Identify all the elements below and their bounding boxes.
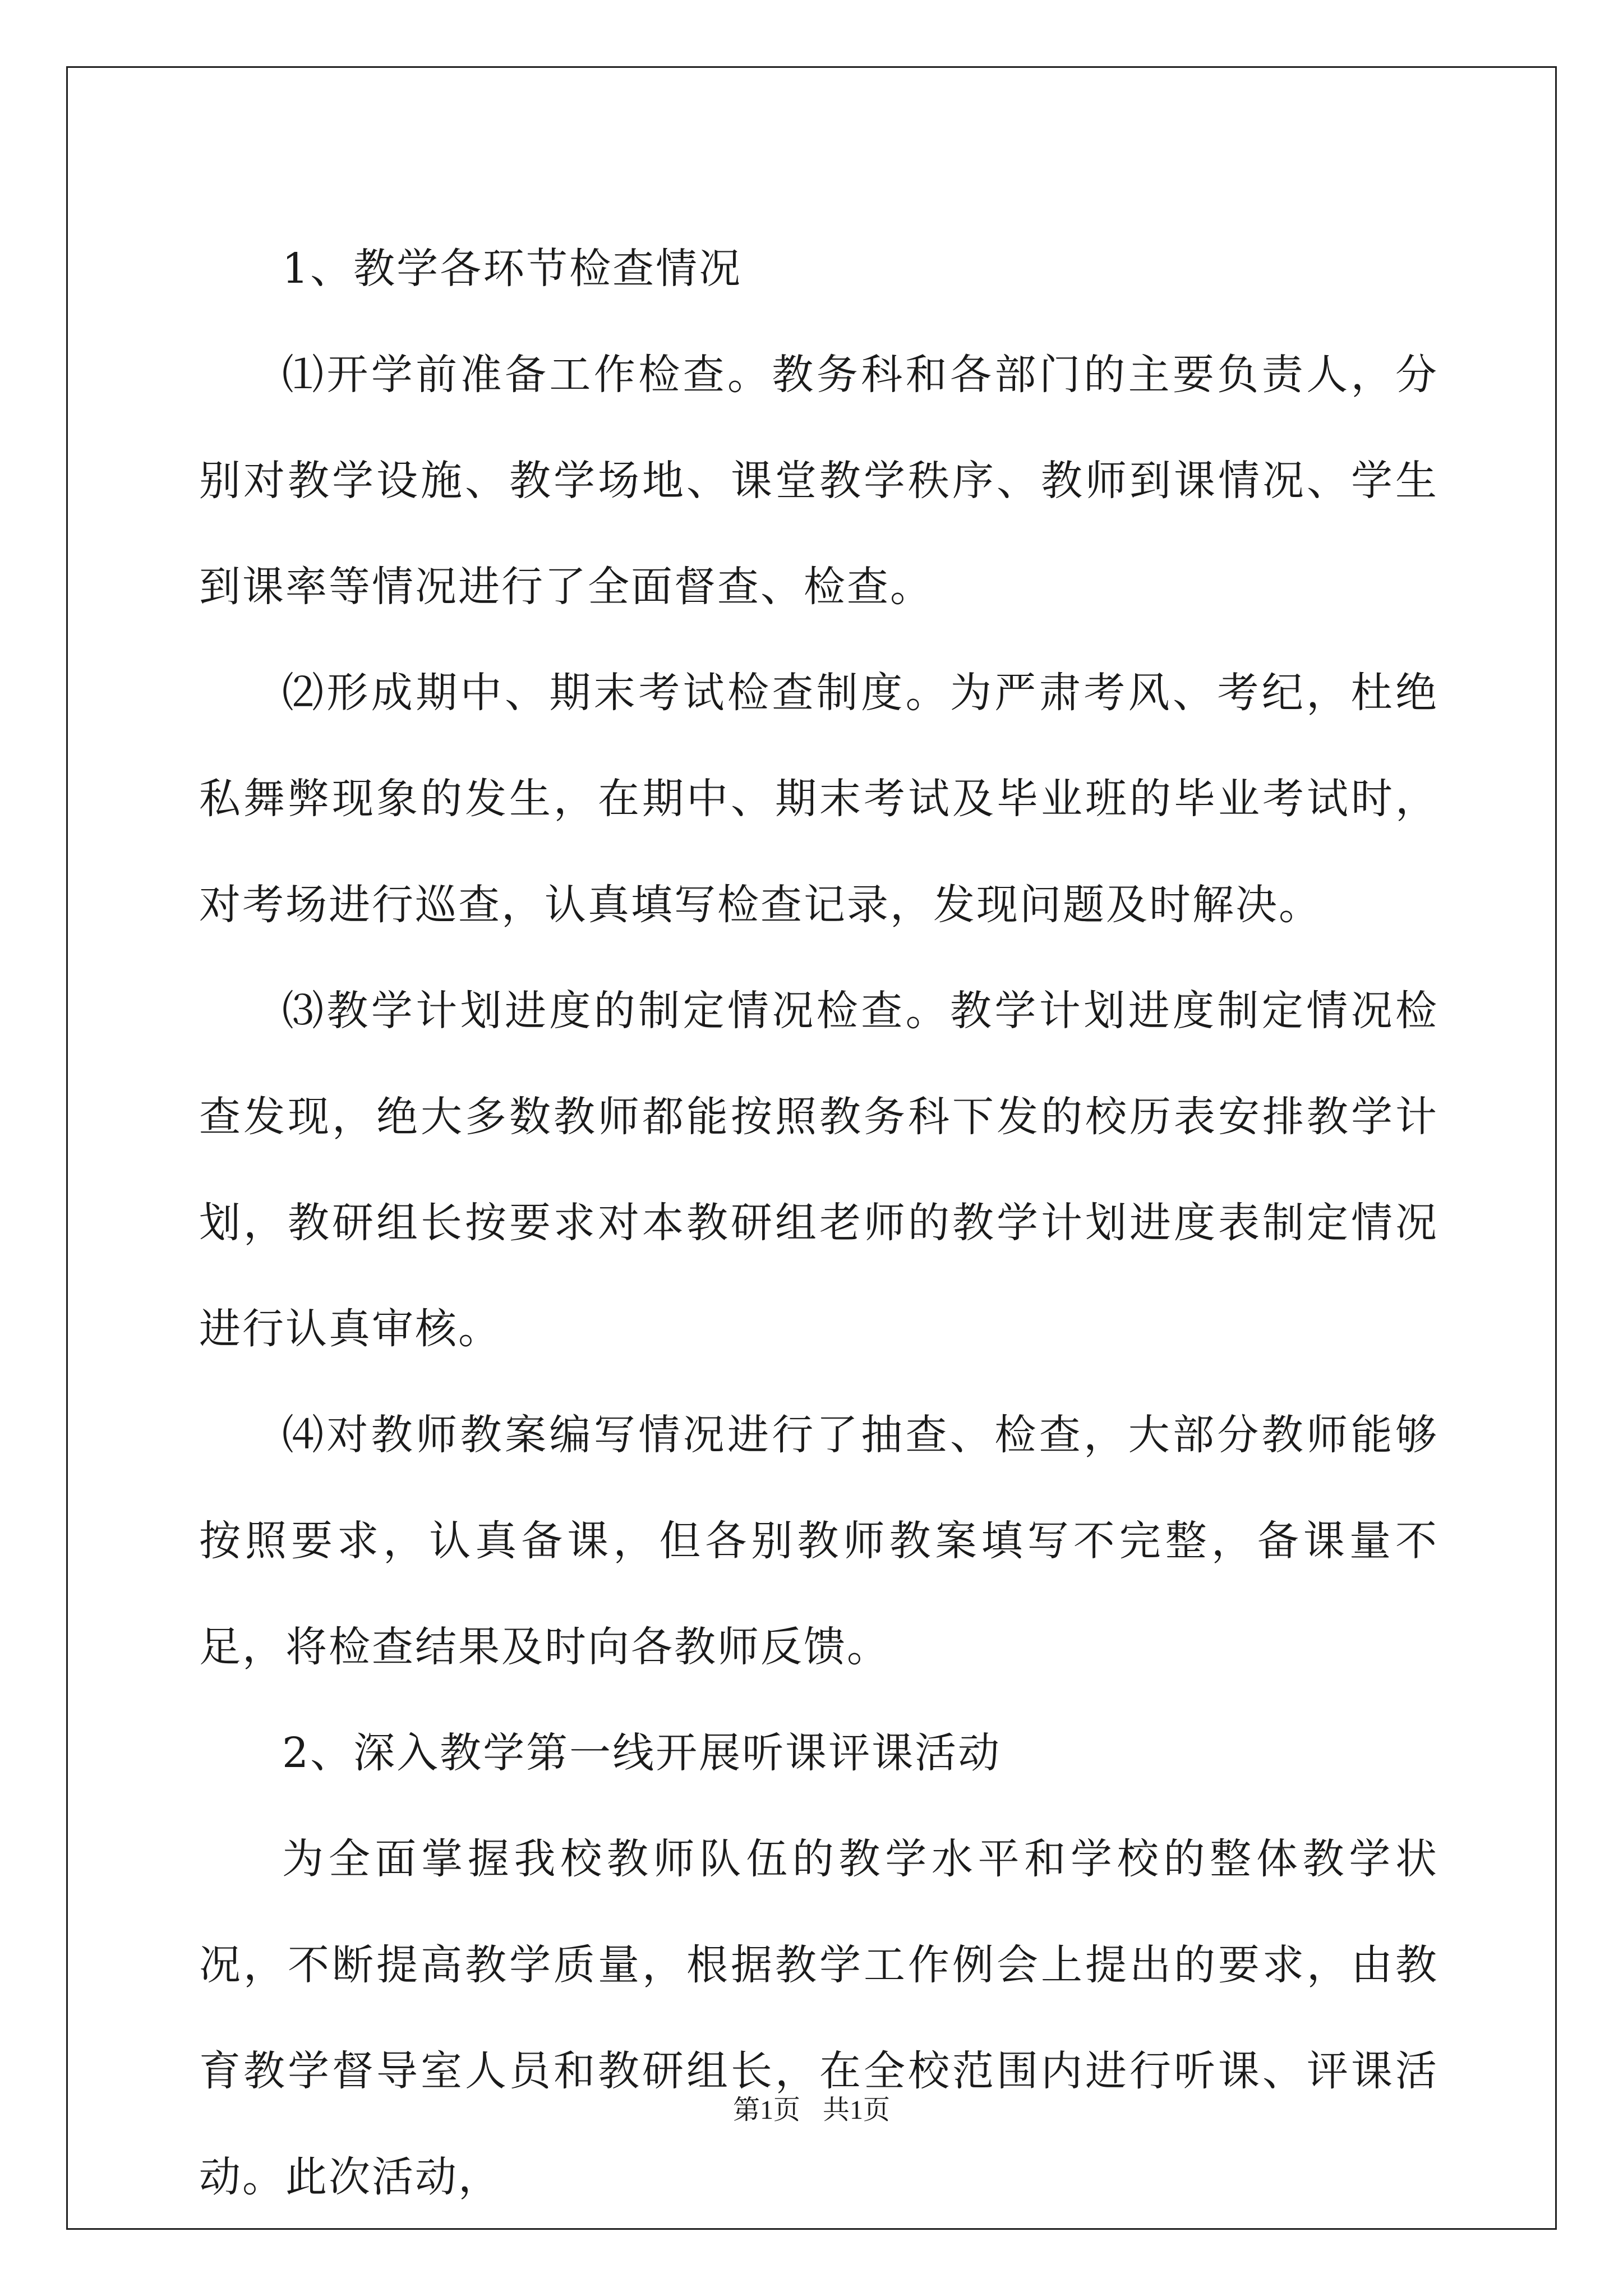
section-heading-2: 2、深入教学第一线开展听课评课活动 bbox=[282, 1729, 1002, 1777]
page-total: 共1页 bbox=[823, 2095, 891, 2125]
paragraph-item-2: ⑵形成期中、期末考试检查制度。为严肃考风、考纪，杜绝私舞弊现象的发生，在期中、期末考试及毕业班的毕业考试时，对考场进行巡查，认真填写检查记录，发现问题及时解决。 bbox=[199, 669, 1438, 929]
paragraph-item-3: ⑶教学计划进度的制定情况检查。教学计划进度制定情况检查发现，绝大多数教师都能按照教务科下发的校历表安排教学计划，教研组长按要求对本教研组老师的教学计划进度表制定情况进行认真审核。 bbox=[199, 987, 1438, 1353]
paragraph-item-1: ⑴开学前准备工作检查。教务科和各部门的主要负责人，分别对教学设施、教学场地、课堂教学秩序、教师到课情况、学生到课率等情况进行了全面督查、检查。 bbox=[199, 351, 1438, 611]
document-body bbox=[199, 216, 1438, 2230]
section-heading-1: 1、教学各环节检查情况 bbox=[282, 245, 743, 293]
paragraph-item-4: ⑷对教师教案编写情况进行了抽查、检查，大部分教师能够按照要求，认真备课，但各别教师教案填写不完整，备课量不足，将检查结果及时向各教师反馈。 bbox=[199, 1411, 1438, 1671]
paragraph-body: 为全面掌握我校教师队伍的教学水平和学校的整体教学状况，不断提高教学质量，根据教学工作例会上提出的要求，由教育教学督导室人员和教研组长，在全校范围内进行听课、评课活动。此次活动， bbox=[199, 1835, 1438, 2201]
page-number: 第1页 bbox=[732, 2095, 800, 2125]
page-footer bbox=[0, 2088, 1623, 2127]
